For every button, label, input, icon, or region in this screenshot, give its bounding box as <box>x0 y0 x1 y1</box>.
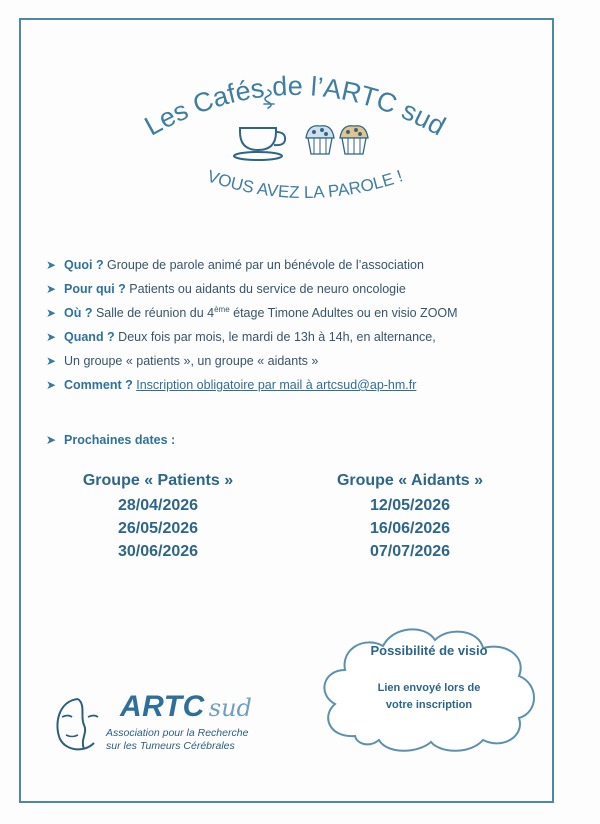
list-item-comment <box>44 373 544 397</box>
group-date: 30/06/2026 <box>117 543 199 560</box>
group-aidants <box>300 468 520 563</box>
bullet-label: Comment ? <box>64 378 133 392</box>
cloud-line: votre inscription <box>385 699 473 711</box>
chevron-right-icon: ➤ <box>45 378 57 392</box>
bullet-label: Quoi ? <box>64 258 104 272</box>
logo-wordmark <box>120 690 252 724</box>
group-date: 12/05/2026 <box>369 497 451 514</box>
info-list <box>44 253 544 397</box>
bullet-label: Pour qui ? <box>64 282 126 296</box>
group-date: 28/04/2026 <box>117 497 199 514</box>
logo-suffix: sud <box>208 694 252 722</box>
bullet-text: Salle de réunion du 4 <box>92 306 215 320</box>
next-dates-label: Prochaines dates : <box>64 433 176 447</box>
bullet-text: Un groupe « patients », un groupe « aidants » <box>64 354 319 368</box>
list-item-pour-qui <box>44 277 544 301</box>
signup-email-link[interactable]: Inscription obligatoire par mail à artcsud@ap-hm.fr <box>136 378 417 392</box>
chevron-right-icon: ➤ <box>45 282 57 296</box>
chevron-right-icon: ➤ <box>45 258 57 272</box>
bullet-text: étage Timone Adultes ou en visio ZOOM <box>229 306 458 320</box>
face-logo-icon <box>50 695 106 755</box>
list-item-ou <box>44 301 544 325</box>
group-date: 07/07/2026 <box>369 543 451 560</box>
group-date: 26/05/2026 <box>117 520 199 537</box>
steam-icon <box>264 90 274 108</box>
tagline-line: Association pour la Recherche <box>106 727 249 739</box>
bullet-text: Deux fois par mois, le mardi de 13h à 14h, en alternance, <box>114 330 436 344</box>
list-item-quoi <box>44 253 544 277</box>
bullet-superscript: ème <box>214 304 230 314</box>
cloud-line: Lien envoyé lors de <box>377 682 481 694</box>
subtitle <box>170 150 440 230</box>
logo-tagline <box>106 727 276 753</box>
cloud-title: Possibilité de visio <box>370 643 488 658</box>
subtitle-text: Vous avez la parole ! <box>204 166 406 203</box>
logo-name: ARTC <box>120 690 205 723</box>
chevron-right-icon: ➤ <box>45 330 57 344</box>
svg-text:Vous avez la parole ! <box>205 166 405 202</box>
chevron-right-icon: ➤ <box>45 433 57 447</box>
group-patients <box>48 468 268 563</box>
bullet-text: Groupe de parole animé par un bénévole de l’association <box>103 258 424 272</box>
group-date: 16/06/2026 <box>369 520 451 537</box>
cloud-text <box>330 680 528 714</box>
group-title: Groupe « Aidants » <box>336 472 484 489</box>
list-item-quand <box>44 325 544 349</box>
bullet-label: Où ? <box>64 306 93 320</box>
chevron-right-icon: ➤ <box>45 306 57 320</box>
title-text: Les Cafés de l’ARTC sud <box>139 70 451 142</box>
bullet-label: Quand ? <box>64 330 115 344</box>
list-item-groupes <box>44 349 544 373</box>
chevron-right-icon: ➤ <box>45 354 57 368</box>
group-title: Groupe « Patients » <box>82 472 234 489</box>
bullet-text: Patients ou aidants du service de neuro oncologie <box>125 282 406 296</box>
tagline-line: sur les Tumeurs Cérébrales <box>106 740 235 752</box>
